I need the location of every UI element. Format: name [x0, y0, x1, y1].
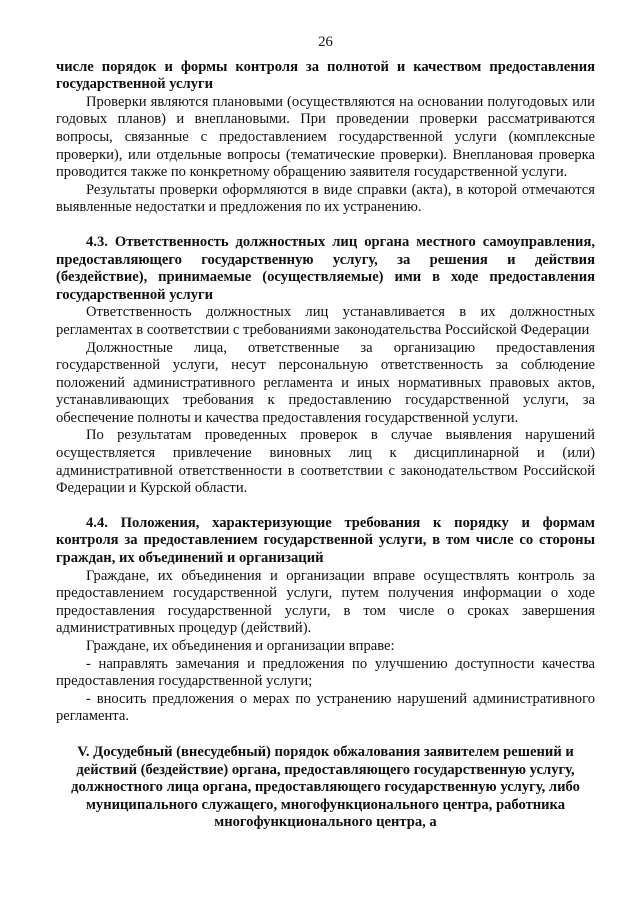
list-item-remarks: - направлять замечания и предложения по улучшению доступности качества предоставления государственной услуги; — [56, 655, 595, 690]
section-heading-4-3: 4.3. Ответственность должностных лиц органа местного самоуправления, предоставляющего государственную услугу, за решения и действия (бездействие), принимаемые (осуществляемые) ими в ходе предоставления государственной услуги — [56, 233, 595, 303]
list-item-proposals: - вносить предложения о мерах по устранению нарушений административного регламента. — [56, 690, 595, 725]
paragraph-violations: По результатам проведенных проверок в случае выявления нарушений осуществляется привлечение виновных лиц к дисциплинарной и (или) административной ответственности в соответствии с законодательством Российской Федерации и Курской области. — [56, 427, 595, 497]
paragraph-inspection-results: Результаты проверки оформляются в виде справки (акта), в которой отмечаются выявленные недостатки и предложения по их устранению. — [56, 181, 595, 216]
paragraph-citizen-rights: Граждане, их объединения и организации вправе: — [86, 638, 395, 654]
spacer — [56, 498, 595, 515]
paragraph-inspections: Проверки являются плановыми (осуществляются на основании полугодовых или годовых планов) и внеплановыми. При проведении проверки рассматриваются вопросы, связанные с предоставлением государственной услуги (комплексные проверки), или отдельные вопросы (тематические проверки). Внеплановая проверка проводится также по конкретному обращению заявителя государственной услуги. — [56, 93, 595, 181]
spacer — [56, 217, 595, 234]
paragraph-citizen-control: Граждане, их объединения и организации вправе осуществлять контроль за предоставлением государственной услуги, путем получения информации о ходе предоставления государственной услуги, в том числе о сроках завершения административных процедур (действий). — [56, 567, 595, 637]
section-heading-4-4: 4.4. Положения, характеризующие требования к порядку и формам контроля за предоставлением государственной услуги, в том числе со стороны граждан, их объединений и организаций — [56, 514, 595, 567]
chapter-v-heading: V. Досудебный (внесудебный) порядок обжалования заявителем решений и действий (бездействие) органа, предоставляющего государственную услугу, должностного лица органа, предоставляющего государственную услугу, либо муниципального служащего, многофункционального центра, работника многофункционального центра, а — [71, 743, 580, 831]
paragraph-responsibility: Ответственность должностных лиц устанавливается в их должностных регламентах в соответствии с требованиями законодательства Российской Федерации — [56, 304, 595, 338]
section-heading-continuation: числе порядок и формы контроля за полнотой и качеством предоставления государственной услуги — [56, 58, 595, 93]
document-page — [56, 34, 595, 832]
paragraph-officials: Должностные лица, ответственные за организацию предоставления государственной услуги, несут персональную ответственность за соблюдение положений административного регламента и иных нормативных правовых актов, устанавливающих требования к предоставлению государственной услуги, за обеспечение полноты и качества предоставления государственной услуги. — [56, 339, 595, 426]
page-number: 26 — [318, 34, 333, 50]
